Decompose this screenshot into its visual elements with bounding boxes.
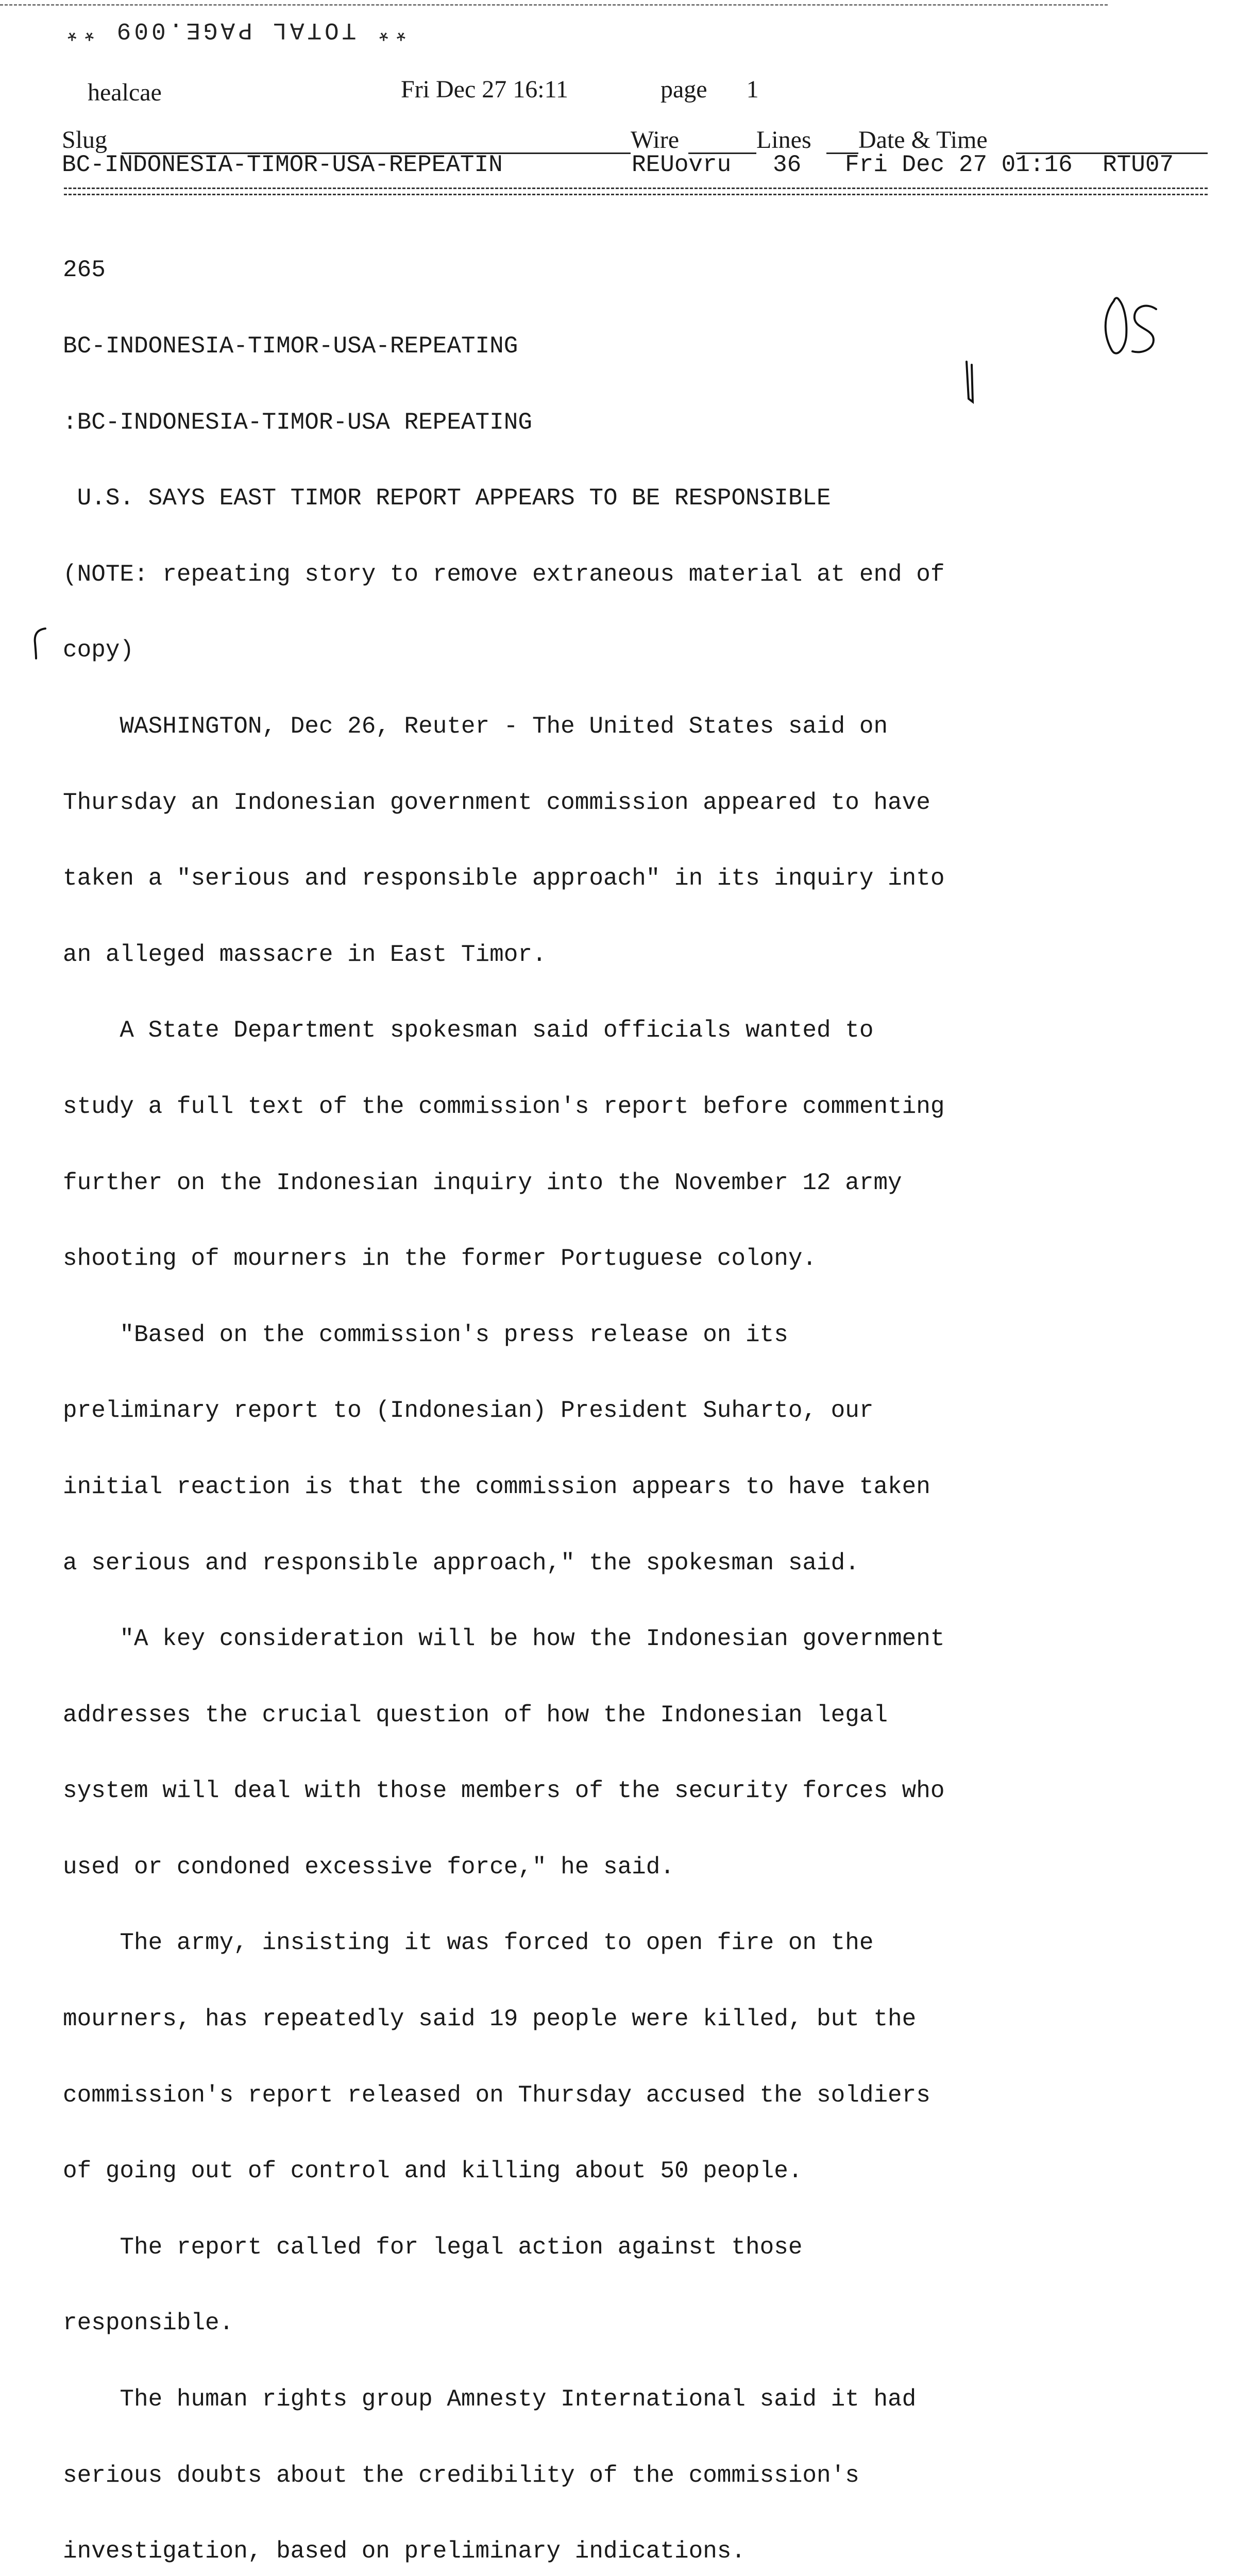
separator-rule-upper [64, 188, 1208, 189]
datetime-column-label: Date & Time [858, 126, 988, 154]
story-line: initial reaction is that the commission appears to have taken [63, 1473, 930, 1500]
story-line: addresses the crucial question of how the Indonesian legal [63, 1701, 888, 1728]
story-line: mourners, has repeatedly said 19 people were killed, but the [63, 2006, 917, 2033]
record-wire: REUovru [632, 151, 732, 178]
story-line: further on the Indonesian inquiry into the November 12 army [63, 1169, 902, 1196]
fax-total-page-footer: ** TOTAL PAGE.009 ** [62, 16, 409, 43]
header-user: healcae [88, 79, 162, 106]
header-page-number: 1 [746, 76, 759, 103]
record-code: RTU07 [1103, 151, 1174, 178]
slug-column-label: Slug [62, 126, 108, 154]
pen-tick-mark [962, 359, 978, 405]
handwritten-note [1096, 286, 1163, 369]
story-line: responsible. [63, 2310, 234, 2337]
story-line: 265 [63, 257, 106, 284]
story-line: The army, insisting it was forced to open fire on the [63, 1929, 874, 1957]
story-body [63, 207, 1042, 2576]
story-headline: U.S. SAYS EAST TIMOR REPORT APPEARS TO BE RESPONSIBLE [63, 485, 831, 512]
lines-column-label: Lines [756, 126, 811, 154]
story-line: a serious and responsible approach," the spokesman said. [63, 1549, 859, 1577]
story-line: investigation, based on preliminary indications. [63, 2538, 746, 2565]
story-line: "A key consideration will be how the Indonesian government [63, 1625, 945, 1653]
story-line: A State Department spokesman said officials wanted to [63, 1017, 874, 1044]
story-line: shooting of mourners in the former Portuguese colony. [63, 1245, 817, 1273]
fax-edge-rule [0, 4, 1108, 6]
story-line: used or condoned excessive force," he said. [63, 1853, 674, 1880]
header-datetime: Fri Dec 27 16:11 [401, 76, 568, 103]
record-datetime: Fri Dec 27 01:16 [845, 151, 1073, 178]
separator-rule-lower [64, 194, 1208, 195]
story-line: commission's report released on Thursday accused the soldiers [63, 2081, 930, 2109]
pen-bracket-mark [29, 625, 49, 662]
story-line: of going out of control and killing about 50 people. [63, 2158, 803, 2185]
story-line: :BC-INDONESIA-TIMOR-USA REPEATING [63, 409, 532, 436]
story-line: "Based on the commission's press release on its [63, 1321, 788, 1348]
story-line: BC-INDONESIA-TIMOR-USA-REPEATING [63, 333, 518, 360]
story-line: The human rights group Amnesty International said it had [63, 2386, 917, 2413]
story-line: (NOTE: repeating story to remove extraneous material at end of [63, 561, 945, 588]
story-line: WASHINGTON, Dec 26, Reuter - The United States said on [63, 713, 888, 740]
story-line: study a full text of the commission's report before commenting [63, 1093, 945, 1120]
record-slug: BC-INDONESIA-TIMOR-USA-REPEATIN [62, 151, 503, 178]
story-line: Thursday an Indonesian government commission appeared to have [63, 789, 930, 816]
header-page [661, 75, 759, 104]
story-line: The report called for legal action against those [63, 2233, 803, 2261]
story-line: taken a "serious and responsible approach" in its inquiry into [63, 865, 945, 892]
story-line: system will deal with those members of the security forces who [63, 1777, 945, 1805]
story-line: preliminary report to (Indonesian) President Suharto, our [63, 1397, 874, 1425]
story-line: an alleged massacre in East Timor. [63, 941, 547, 968]
story-line: copy) [63, 637, 134, 664]
record-lines: 36 [773, 151, 802, 178]
header-page-label: page [661, 76, 707, 103]
story-line: serious doubts about the credibility of the commission's [63, 2462, 859, 2489]
wire-column-label: Wire [631, 126, 680, 154]
